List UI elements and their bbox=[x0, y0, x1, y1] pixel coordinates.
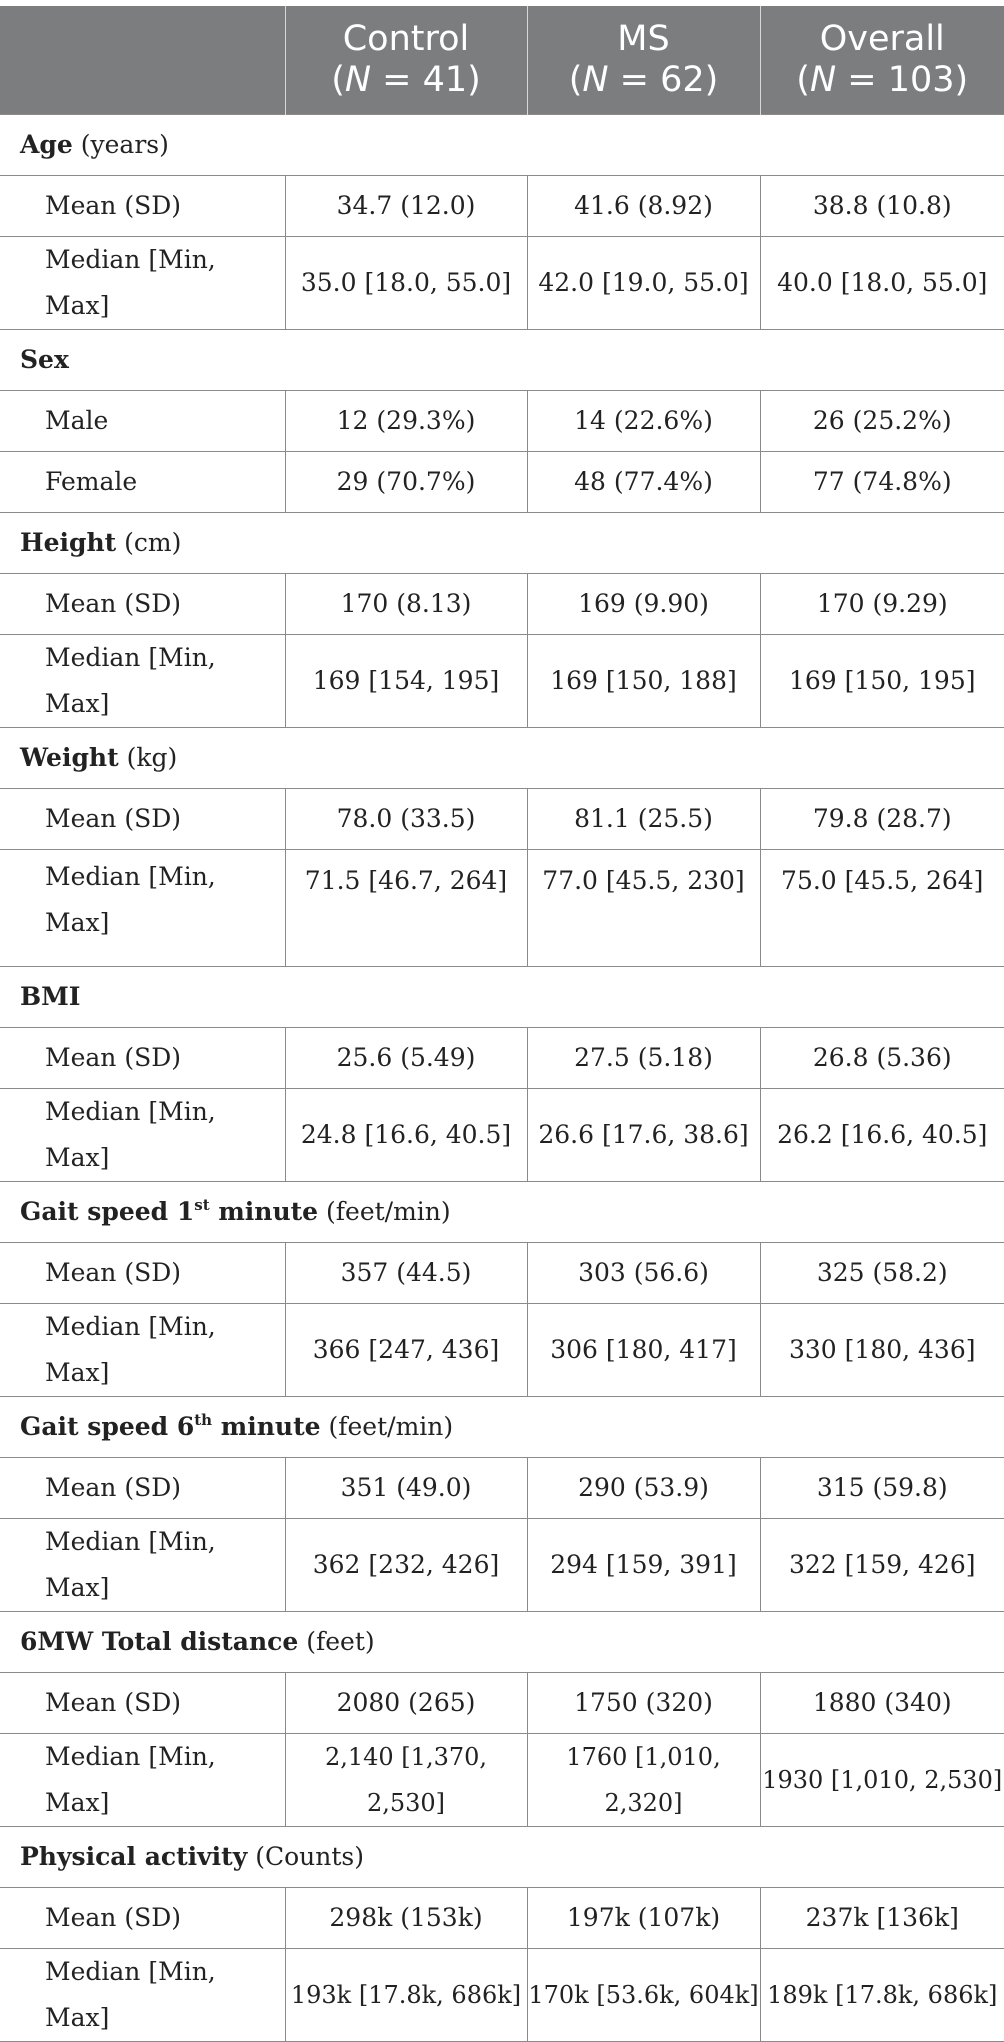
row-label: Mean (SD) bbox=[0, 1888, 285, 1949]
cell-overall: 26 (25.2%) bbox=[760, 391, 1004, 452]
row-label: Mean (SD) bbox=[0, 574, 285, 635]
cell-control: 169 [154, 195] bbox=[285, 635, 527, 728]
cell-ms: 41.6 (8.92) bbox=[527, 176, 760, 237]
header-control-name: Control bbox=[342, 19, 470, 59]
header-ms-n-prefix: ( bbox=[568, 60, 583, 100]
table-row bbox=[0, 452, 1004, 513]
cell-ms: 14 (22.6%) bbox=[527, 391, 760, 452]
section-title-bold-a: Gait speed 6 bbox=[20, 1412, 195, 1441]
cell-control: 29 (70.7%) bbox=[285, 452, 527, 513]
header-ms-name: MS bbox=[617, 19, 670, 59]
section-title-unit: (feet/min) bbox=[318, 1197, 451, 1226]
section-title-bold bbox=[20, 1197, 318, 1226]
cell-control: 71.5 [46.7, 264] bbox=[285, 850, 527, 967]
section-title-bold-b: minute bbox=[209, 1197, 319, 1226]
cell-ms: 197k (107k) bbox=[527, 1888, 760, 1949]
header-ms bbox=[527, 6, 760, 115]
cell-overall: 330 [180, 436] bbox=[760, 1304, 1004, 1397]
cell-control: 12 (29.3%) bbox=[285, 391, 527, 452]
header-ms-n-symbol: N bbox=[582, 60, 609, 100]
section-title-height bbox=[0, 513, 1004, 574]
cell-overall: 315 (59.8) bbox=[760, 1458, 1004, 1519]
cell-overall: 169 [150, 195] bbox=[760, 635, 1004, 728]
row-label: Median [Min, Max] bbox=[0, 237, 285, 330]
cell-control: 78.0 (33.5) bbox=[285, 789, 527, 850]
cell-ms: 294 [159, 391] bbox=[527, 1519, 760, 1612]
section-title-bold-b: minute bbox=[212, 1412, 321, 1441]
cell-overall: 75.0 [45.5, 264] bbox=[760, 850, 1004, 967]
table-row bbox=[0, 1888, 1004, 1949]
section-title-unit: (years) bbox=[72, 130, 169, 159]
row-label: Median [Min, Max] bbox=[0, 1949, 285, 2042]
cell-control: 34.7 (12.0) bbox=[285, 176, 527, 237]
cell-ms: 169 [150, 188] bbox=[527, 635, 760, 728]
table-row bbox=[0, 1089, 1004, 1182]
header-control-n-symbol: N bbox=[344, 60, 372, 100]
header-overall-name: Overall bbox=[819, 19, 945, 59]
row-label: Median [Min, Max] bbox=[0, 1304, 285, 1397]
table-body bbox=[0, 115, 1004, 2042]
header-overall bbox=[760, 6, 1004, 115]
cell-ms: 169 (9.90) bbox=[527, 574, 760, 635]
section-title-unit: (kg) bbox=[118, 743, 178, 772]
section-title-weight bbox=[0, 728, 1004, 789]
section-title-6mw-total-distance bbox=[0, 1612, 1004, 1673]
section-title-unit: (Counts) bbox=[247, 1842, 364, 1871]
row-label: Mean (SD) bbox=[0, 1243, 285, 1304]
section-row-physical-activity bbox=[0, 1827, 1004, 1888]
section-title-unit: (cm) bbox=[116, 528, 182, 557]
section-title-unit: (feet/min) bbox=[320, 1412, 454, 1441]
row-label: Mean (SD) bbox=[0, 176, 285, 237]
cell-ms: 1760 [1,010, 2,320] bbox=[527, 1734, 760, 1827]
cell-ms: 48 (77.4%) bbox=[527, 452, 760, 513]
section-title-bold: Age bbox=[20, 130, 73, 159]
header-empty-cell bbox=[0, 6, 285, 115]
cell-control: 362 [232, 426] bbox=[285, 1519, 527, 1612]
row-label: Female bbox=[0, 452, 285, 513]
section-title-bold: Physical activity bbox=[20, 1842, 248, 1871]
section-row-6mw-total-distance bbox=[0, 1612, 1004, 1673]
header-control-n-suffix: = 41) bbox=[371, 60, 481, 100]
cell-ms: 81.1 (25.5) bbox=[527, 789, 760, 850]
header-overall-n-symbol: N bbox=[809, 60, 837, 100]
section-row-age bbox=[0, 115, 1004, 176]
section-row-height bbox=[0, 513, 1004, 574]
table-row bbox=[0, 1458, 1004, 1519]
table-row bbox=[0, 391, 1004, 452]
section-title-bold: 6MW Total distance bbox=[20, 1627, 299, 1656]
row-label: Mean (SD) bbox=[0, 1028, 285, 1089]
table-row bbox=[0, 1519, 1004, 1612]
cell-overall: 170 (9.29) bbox=[760, 574, 1004, 635]
section-title-gait-speed-1st bbox=[0, 1182, 1004, 1243]
cell-overall: 77 (74.8%) bbox=[760, 452, 1004, 513]
section-title-bold: BMI bbox=[20, 982, 81, 1011]
section-row-gait-speed-6th bbox=[0, 1397, 1004, 1458]
section-title-unit: (feet) bbox=[298, 1627, 375, 1656]
row-label: Median [Min, Max] bbox=[0, 635, 285, 728]
table-row bbox=[0, 850, 1004, 967]
cell-overall: 322 [159, 426] bbox=[760, 1519, 1004, 1612]
row-label: Median [Min, Max] bbox=[0, 1089, 285, 1182]
cell-control: 351 (49.0) bbox=[285, 1458, 527, 1519]
cell-ms: 77.0 [45.5, 230] bbox=[527, 850, 760, 967]
header-overall-n-suffix: = 103) bbox=[836, 60, 969, 100]
cell-overall: 26.2 [16.6, 40.5] bbox=[760, 1089, 1004, 1182]
cell-ms: 303 (56.6) bbox=[527, 1243, 760, 1304]
cell-control: 25.6 (5.49) bbox=[285, 1028, 527, 1089]
section-title-physical-activity bbox=[0, 1827, 1004, 1888]
cell-overall: 1880 (340) bbox=[760, 1673, 1004, 1734]
cell-ms: 26.6 [17.6, 38.6] bbox=[527, 1089, 760, 1182]
cell-overall: 325 (58.2) bbox=[760, 1243, 1004, 1304]
row-label: Median [Min, Max] bbox=[0, 1734, 285, 1827]
section-row-bmi bbox=[0, 967, 1004, 1028]
table-row bbox=[0, 1734, 1004, 1827]
cell-overall: 189k [17.8k, 686k] bbox=[760, 1949, 1004, 2042]
cell-control: 2080 (265) bbox=[285, 1673, 527, 1734]
cell-control: 366 [247, 436] bbox=[285, 1304, 527, 1397]
section-title-sup: st bbox=[194, 1196, 210, 1214]
section-row-sex bbox=[0, 330, 1004, 391]
section-title-bold: Sex bbox=[20, 345, 69, 374]
section-title-bold-a: Gait speed 1 bbox=[20, 1197, 195, 1226]
section-row-weight bbox=[0, 728, 1004, 789]
section-title-sup: th bbox=[194, 1411, 213, 1429]
cell-control: 298k (153k) bbox=[285, 1888, 527, 1949]
cell-control: 24.8 [16.6, 40.5] bbox=[285, 1089, 527, 1182]
cell-control: 357 (44.5) bbox=[285, 1243, 527, 1304]
section-title-gait-speed-6th bbox=[0, 1397, 1004, 1458]
table-row bbox=[0, 789, 1004, 850]
section-title-bold bbox=[20, 1412, 321, 1441]
row-label: Mean (SD) bbox=[0, 1673, 285, 1734]
table-row bbox=[0, 1949, 1004, 2042]
table-row bbox=[0, 1028, 1004, 1089]
cell-overall: 40.0 [18.0, 55.0] bbox=[760, 237, 1004, 330]
section-title-bold: Weight bbox=[20, 743, 119, 772]
cell-control: 170 (8.13) bbox=[285, 574, 527, 635]
header-control-n-prefix: ( bbox=[331, 60, 345, 100]
row-label: Mean (SD) bbox=[0, 1458, 285, 1519]
cell-overall: 38.8 (10.8) bbox=[760, 176, 1004, 237]
row-label: Median [Min, Max] bbox=[0, 1519, 285, 1612]
demographics-table bbox=[0, 6, 1004, 2042]
table-row bbox=[0, 574, 1004, 635]
cell-overall: 1930 [1,010, 2,530] bbox=[760, 1734, 1004, 1827]
row-label: Male bbox=[0, 391, 285, 452]
cell-control: 35.0 [18.0, 55.0] bbox=[285, 237, 527, 330]
table-row bbox=[0, 1243, 1004, 1304]
table-row bbox=[0, 635, 1004, 728]
table-row bbox=[0, 1673, 1004, 1734]
demographics-table-container bbox=[0, 6, 1004, 2042]
cell-ms: 27.5 (5.18) bbox=[527, 1028, 760, 1089]
header-ms-n-suffix: = 62) bbox=[608, 60, 719, 100]
row-label: Median [Min, Max] bbox=[0, 850, 285, 967]
cell-control: 193k [17.8k, 686k] bbox=[285, 1949, 527, 2042]
table-row bbox=[0, 176, 1004, 237]
cell-overall: 237k [136k] bbox=[760, 1888, 1004, 1949]
cell-ms: 290 (53.9) bbox=[527, 1458, 760, 1519]
section-title-bold: Height bbox=[20, 528, 117, 557]
cell-control: 2,140 [1,370, 2,530] bbox=[285, 1734, 527, 1827]
row-label: Mean (SD) bbox=[0, 789, 285, 850]
section-row-gait-speed-1st bbox=[0, 1182, 1004, 1243]
table-row bbox=[0, 237, 1004, 330]
table-row bbox=[0, 1304, 1004, 1397]
table-header bbox=[0, 6, 1004, 115]
header-row bbox=[0, 6, 1004, 115]
header-overall-n-prefix: ( bbox=[796, 60, 810, 100]
section-title-age bbox=[0, 115, 1004, 176]
cell-ms: 170k [53.6k, 604k] bbox=[527, 1949, 760, 2042]
header-control bbox=[285, 6, 527, 115]
cell-ms: 42.0 [19.0, 55.0] bbox=[527, 237, 760, 330]
cell-ms: 306 [180, 417] bbox=[527, 1304, 760, 1397]
section-title-sex bbox=[0, 330, 1004, 391]
cell-overall: 79.8 (28.7) bbox=[760, 789, 1004, 850]
section-title-bmi bbox=[0, 967, 1004, 1028]
cell-ms: 1750 (320) bbox=[527, 1673, 760, 1734]
cell-overall: 26.8 (5.36) bbox=[760, 1028, 1004, 1089]
